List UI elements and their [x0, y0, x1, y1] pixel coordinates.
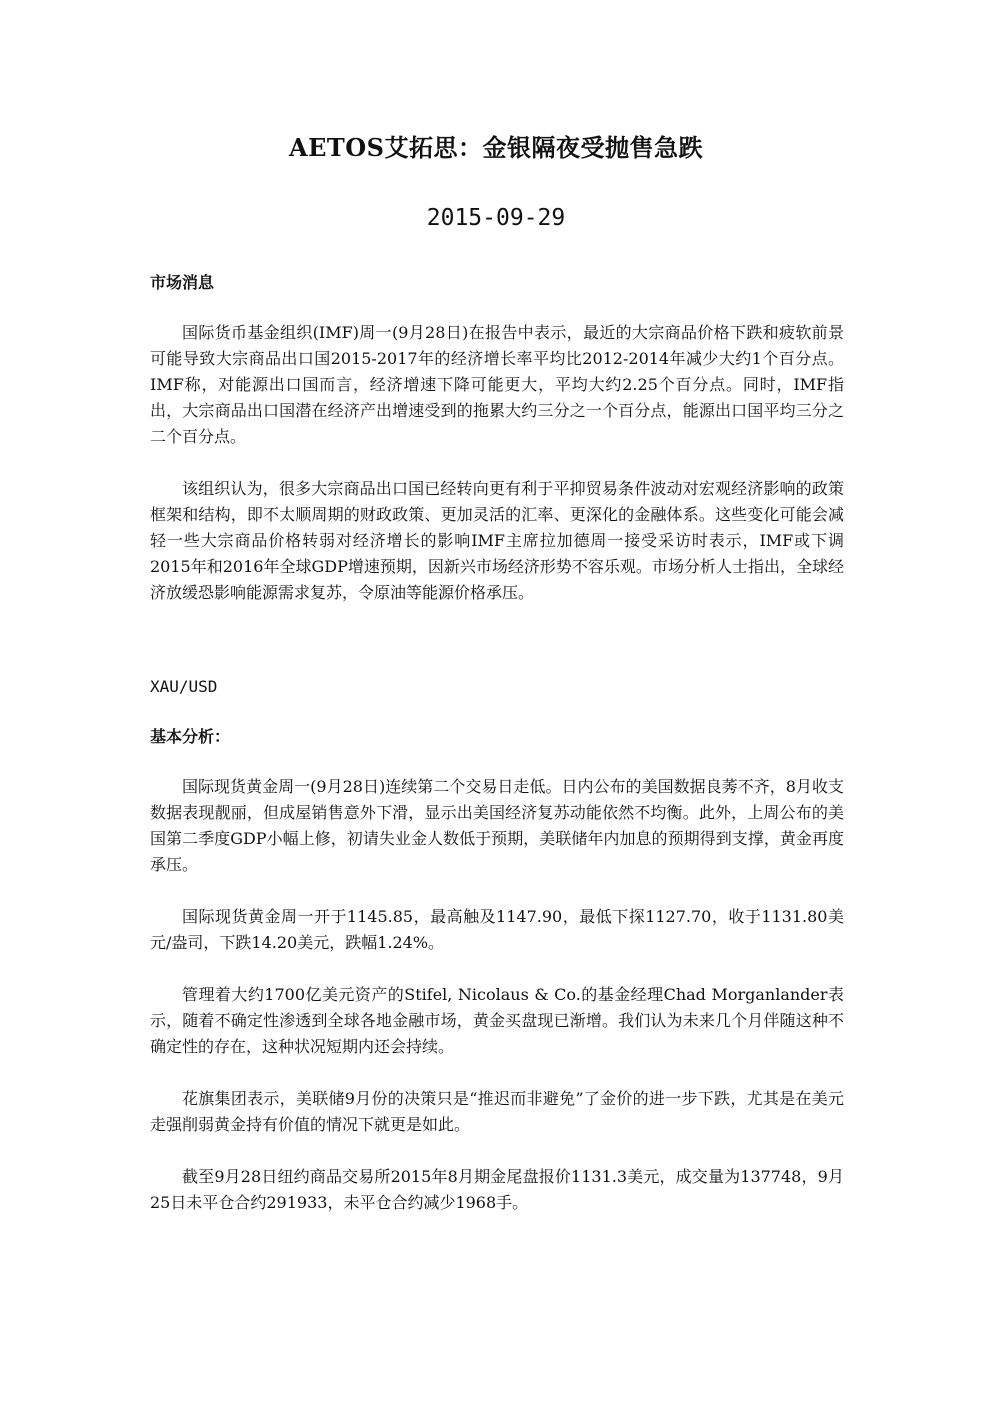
instrument-symbol: XAU/USD: [150, 677, 218, 696]
paragraph: 国际货币基金组织(IMF)周一(9月28日)在报告中表示，最近的大宗商品价格下跌和疲软前景可能导致大宗商品出口国2015-2017年的经济增长率平均比2012-2014年减少大约1个百分点。IMF称，对能源出口国而言，经济增速下降可能更大，平均大约2.25个百分点。同时，IMF指出，大宗商品出口国潜在经济产出增速受到的拖累大约三分之一个百分点，能源出口国平均三分之二个百分点。: [150, 323, 844, 446]
paragraph: 国际现货黄金周一(9月28日)连续第二个交易日走低。日内公布的美国数据良莠不齐，8月收支数据表现靓丽，但成屋销售意外下滑，显示出美国经济复苏动能依然不均衡。此外，上周公布的美国第二季度GDP小幅上修，初请失业金人数低于预期，美联储年内加息的预期得到支撑，黄金再度承压。: [150, 777, 844, 874]
document-date: 2015-09-29: [426, 205, 566, 231]
paragraph: 管理着大约1700亿美元资产的Stifel, Nicolaus & Co.的基金经理Chad Morganlander表示，随着不确定性渗透到全球各地金融市场，黄金买盘现已渐增。我们认为未来几个月伴随这种不确定性的存在，这种状况短期内还会持续。: [150, 985, 844, 1056]
paragraph: 国际现货黄金周一开于1145.85，最高触及1147.90，最低下探1127.70，收于1131.80美元/盎司，下跌14.20美元，跌幅1.24%。: [150, 907, 844, 952]
document-title: AETOS艾拓思：金银隔夜受抛售急跌: [288, 133, 703, 162]
paragraph: 截至9月28日纽约商品交易所2015年8月期金尾盘报价1131.3美元，成交量为137748，9月25日未平仓合约291933，未平仓合约减少1968手。: [150, 1167, 844, 1212]
section-heading-fundamental-analysis: 基本分析：: [150, 727, 231, 746]
paragraph: 该组织认为，很多大宗商品出口国已经转向更有利于平抑贸易条件波动对宏观经济影响的政策框架和结构，即不太顺周期的财政政策、更加灵活的汇率、更深化的金融体系。这些变化可能会减轻一些大宗商品价格转弱对经济增长的影响IMF主席拉加德周一接受采访时表示，IMF或下调2015年和2016年全球GDP增速预期，因新兴市场经济形势不容乐观。市场分析人士指出，全球经济放缓恐影响能源需求复苏，令原油等能源价格承压。: [150, 479, 844, 602]
section-heading-market-news: 市场消息: [150, 273, 215, 292]
paragraph: 花旗集团表示，美联储9月份的决策只是“推迟而非避免”了金价的进一步下跌，尤其是在美元走强削弱黄金持有价值的情况下就更是如此。: [150, 1089, 844, 1134]
document-body: [150, 270, 844, 1216]
